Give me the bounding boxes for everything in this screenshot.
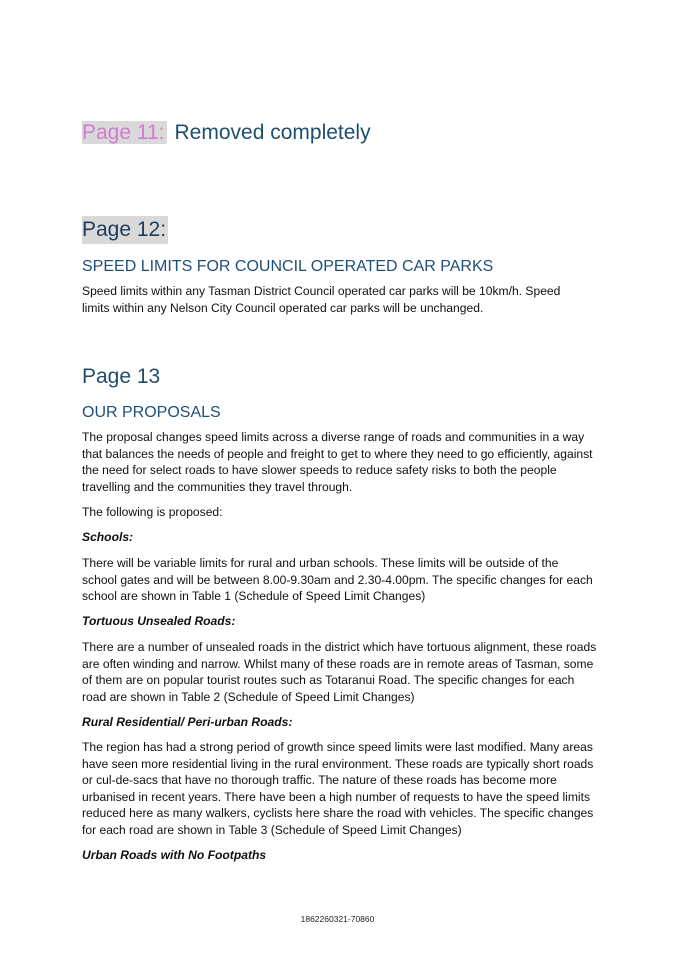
paragraph-line: of them are on popular tourist routes such as Totaranui Road. The specific changes for each — [82, 673, 575, 687]
page-11-label: Page 11: — [82, 121, 165, 144]
paragraph-line: road are shown in Table 2 (Schedule of Speed Limit Changes) — [82, 689, 415, 704]
document-id-footer: 1862260321-70860 — [300, 914, 375, 924]
rural-residential-paragraph — [82, 739, 602, 838]
schools-subheading: Schools: — [82, 530, 134, 544]
our-proposals-heading: OUR PROPOSALS — [82, 404, 221, 421]
paragraph-line: that balances the needs of people and freight to get to where they need to go efficiently, against — [82, 446, 593, 461]
tortuous-roads-subheading: Tortuous Unsealed Roads: — [82, 614, 236, 628]
paragraph-line: reduced here as many walkers, cyclists here share the road with vehicles. The specific changes — [82, 806, 594, 820]
paragraph-line: The region has had a strong period of growth since speed limits were last modified. Many areas — [82, 740, 593, 754]
proposal-intro-paragraph — [82, 429, 602, 495]
page-11-note: Removed completely — [174, 121, 371, 144]
speed-limits-car-parks-heading: SPEED LIMITS FOR COUNCIL OPERATED CAR PARKS — [82, 258, 494, 275]
paragraph-line: have seen more residential living in the rural environment. These roads are typically short roads — [82, 756, 594, 771]
rural-residential-subheading: Rural Residential/ Peri-urban Roads: — [82, 715, 293, 729]
paragraph-line: urbanised in recent years. There have been a high number of requests to have the speed limits — [82, 789, 591, 804]
page-12-label: Page 12: — [82, 216, 168, 244]
paragraph-line: Speed limits within any Tasman District Council operated car parks will be 10km/h. Speed — [82, 284, 561, 298]
following-proposed-text — [82, 504, 602, 521]
car-parks-paragraph — [82, 283, 602, 316]
paragraph-line: The proposal changes speed limits across a diverse range of roads and communities in a way — [82, 430, 585, 444]
paragraph-line: limits within any Nelson City Council operated car parks will be unchanged. — [82, 300, 484, 315]
page-13-label: Page 13 — [82, 365, 161, 388]
paragraph-line: school are shown in Table 1 (Schedule of Speed Limit Changes) — [82, 589, 426, 603]
paragraph-line: for each road are shown in Table 3 (Schedule of Speed Limit Changes) — [82, 822, 462, 837]
schools-paragraph — [82, 555, 602, 605]
paragraph-line: There will be variable limits for rural and urban schools. These limits will be outside of the — [82, 556, 559, 570]
tortuous-roads-paragraph — [82, 639, 602, 705]
paragraph-line: the need for select roads to have slower speeds to reduce safety risks to both the people — [82, 463, 557, 477]
page-11-heading — [82, 119, 371, 147]
paragraph-line: or cul-de-sacs that have no thorough traffic. The nature of these roads has become more — [82, 773, 557, 787]
paragraph-line: There are a number of unsealed roads in the district which have tortuous alignment, these roads — [82, 640, 597, 654]
urban-roads-subheading: Urban Roads with No Footpaths — [82, 848, 267, 862]
paragraph-line: are often winding and narrow. Whilst many of these roads are in remote areas of Tasman, some — [82, 656, 594, 671]
paragraph-line: travelling and the communities they travel through. — [82, 479, 353, 494]
paragraph-line: The following is proposed: — [82, 505, 223, 519]
paragraph-line: school gates and will be between 8.00-9.30am and 2.30-4.00pm. The specific changes for each — [82, 572, 593, 587]
